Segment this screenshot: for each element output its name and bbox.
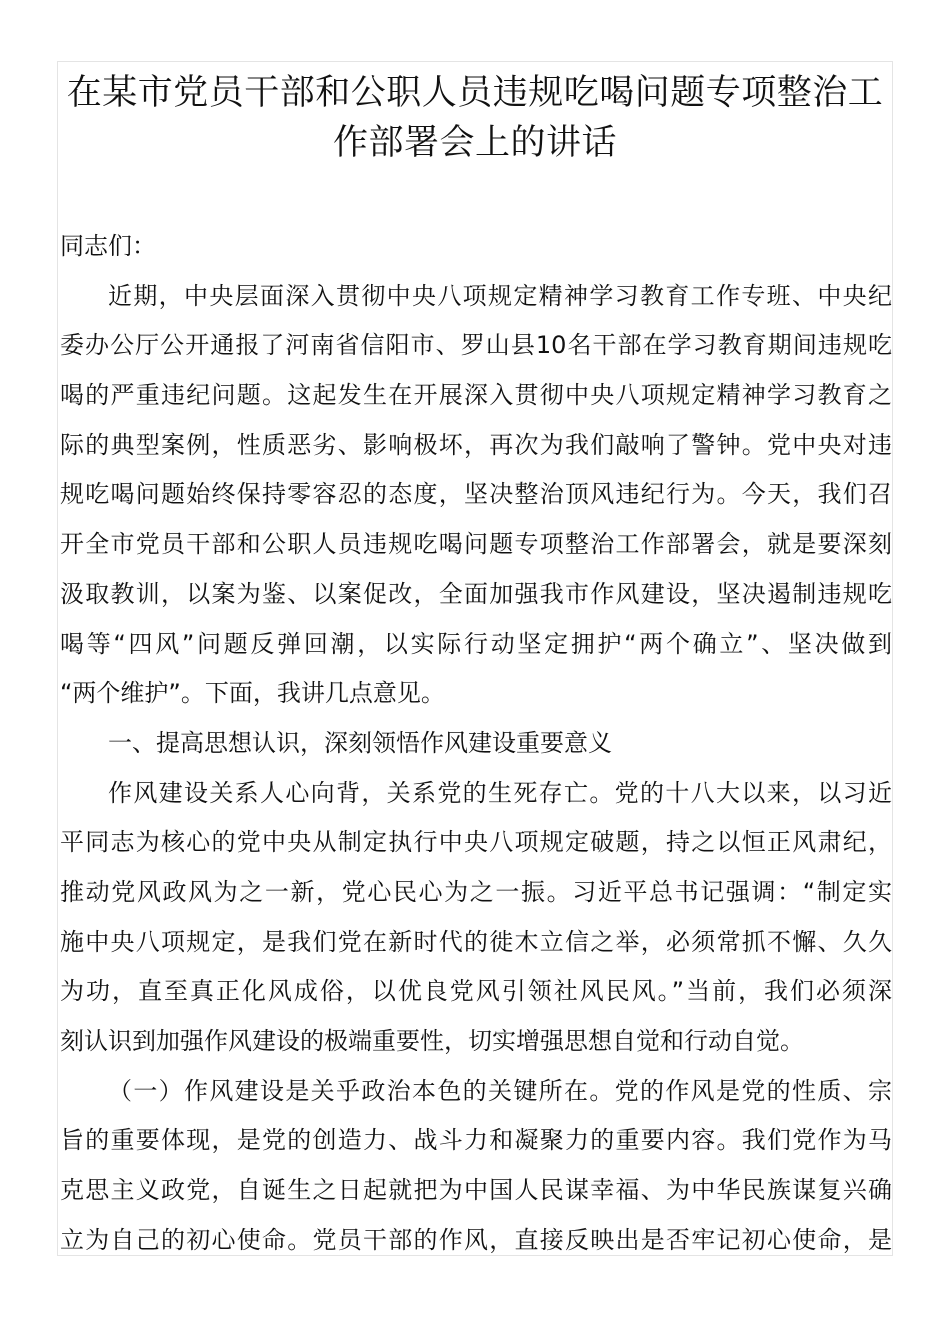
paragraph-1-line: 开全市党员干部和公职人员违规吃喝问题专项整治工作部署会，就是要深刻 — [60, 530, 892, 559]
document-page — [57, 61, 893, 1256]
paragraph-1-line: 委办公厅公开通报了河南省信阳市、罗山县10名干部在学习教育期间违规吃 — [60, 331, 892, 360]
paragraph-2-line: 平同志为核心的党中央从制定执行中央八项规定破题，持之以恒正风肃纪， — [60, 828, 892, 857]
paragraph-1-line: 喝的严重违纪问题。这起发生在开展深入贯彻中央八项规定精神学习教育之 — [60, 381, 892, 410]
paragraph-2-line: 推动党风政风为之一新，党心民心为之一振。习近平总书记强调：“制定实 — [60, 877, 892, 906]
paragraph-1-line: 喝等“四风”问题反弹回潮，以实际行动坚定拥护“两个确立”、坚决做到 — [60, 629, 892, 658]
paragraph-2-line: 施中央八项规定，是我们党在新时代的徙木立信之举，必须常抓不懈、久久 — [60, 927, 892, 956]
greeting: 同志们： — [60, 232, 156, 260]
paragraph-1-line: 际的典型案例，性质恶劣、影响极坏，再次为我们敲响了警钟。党中央对违 — [60, 430, 892, 459]
document-title — [58, 68, 892, 168]
paragraph-1-line: 汲取教训，以案为鉴、以案促改，全面加强我市作风建设，坚决遏制违规吃 — [60, 579, 892, 608]
title-line-1: 在某市党员干部和公职人员违规吃喝问题专项整治工 — [66, 73, 884, 113]
paragraph-2-line: 作风建设关系人心向背，关系党的生死存亡。党的十八大以来，以习近 — [108, 778, 892, 807]
paragraph-2-line: 刻认识到加强作风建设的极端重要性，切实增强思想自觉和行动自觉。 — [60, 1027, 804, 1055]
paragraph-3-line: 克思主义政党，自诞生之日起就把为中国人民谋幸福、为中华民族谋复兴确 — [60, 1176, 892, 1205]
paragraph-3-line: 立为自己的初心使命。党员干部的作风，直接反映出是否牢记初心使命，是 — [60, 1225, 892, 1254]
paragraph-3-line: 旨的重要体现，是党的创造力、战斗力和凝聚力的重要内容。我们党作为马 — [60, 1126, 892, 1155]
title-line-2: 作部署会上的讲话 — [332, 123, 617, 163]
paragraph-2-line: 为功，直至真正化风成俗，以优良党风引领社风民风。”当前，我们必须深 — [60, 977, 892, 1006]
paragraph-1-line: 近期，中央层面深入贯彻中央八项规定精神学习教育工作专班、中央纪 — [108, 281, 892, 310]
document-body — [58, 222, 893, 1256]
paragraph-3-line: （一）作风建设是关乎政治本色的关键所在。党的作风是党的性质、宗 — [108, 1076, 892, 1105]
section-heading-1: 一、提高思想认识，深刻领悟作风建设重要意义 — [108, 728, 612, 757]
paragraph-1-line: “两个维护”。下面，我讲几点意见。 — [60, 679, 445, 708]
paragraph-1-line: 规吃喝问题始终保持零容忍的态度，坚决整治顶风违纪行为。今天，我们召 — [60, 480, 892, 509]
